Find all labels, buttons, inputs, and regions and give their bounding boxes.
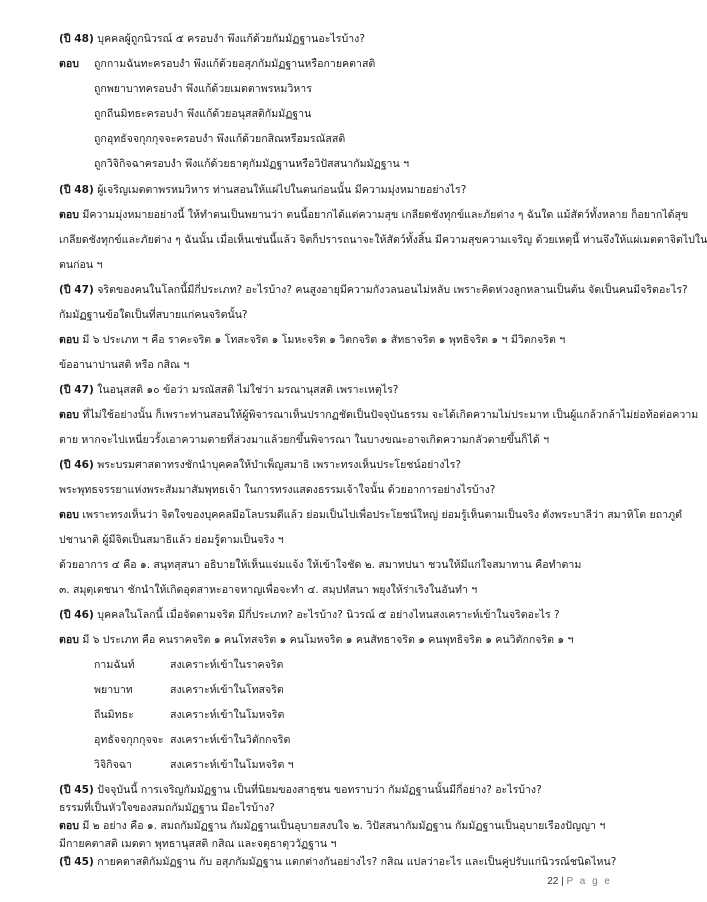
answer-label: ตอบ <box>59 58 79 70</box>
answer-text: ถูกอุทธัจจกุกกุจจะครอบงำ พึงแก้ด้วยกสิณหรือมรณัสสติ <box>94 133 346 145</box>
page-number: 22 <box>547 876 559 887</box>
question-line <box>59 856 616 869</box>
answer-label: ตอบ <box>59 334 79 346</box>
answer-line <box>59 334 565 347</box>
answer-text: ถูกกามฉันทะครอบงำ พึงแก้ด้วยอสุภกัมมัฏฐานหรือกายคตาสติ <box>94 58 376 70</box>
question-line <box>59 459 461 472</box>
answer-line <box>59 209 688 222</box>
answer-label: ตอบ <box>59 634 79 646</box>
answer-line: ๓. สมุตฺเตชนา ชักนำให้เกิดอุตสาหะอาจหาญเพื่อจะทำ ๔. สมฺปหํสนา พยุงให้ร่าเริงในอันทำ ฯ <box>59 584 478 596</box>
year-label: (ปี 45) <box>59 856 94 868</box>
question-line <box>59 384 398 397</box>
line-text: กายคตาสติกัมมัฏฐาน กับ อสุภกัมมัฏฐาน แตกต่างกันอย่างไร? กสิณ แปลว่าอะไร และเป็นคู่ปรับแก่นิวรณ์ชนิดไหน? <box>97 856 617 868</box>
answer-line <box>59 509 682 522</box>
question-line <box>59 284 688 297</box>
line-text: บุคคลในโลกนี้ เมื่อจัดตามจริต มีกี่ประเภท? อะไรบ้าง? นิวรณ์ ๕ อย่างไหนสงเคราะห์เข้าในจริตอะไร ? <box>97 609 560 621</box>
answer-line: มีกายคตาสติ เมตตา พุทธานุสสติ กสิณ และจตุธาตุววัฏฐาน ฯ <box>59 838 337 850</box>
year-label: (ปี 46) <box>59 459 94 471</box>
year-label: (ปี 47) <box>59 384 94 396</box>
table-cell-left: พยาบาท <box>94 684 133 696</box>
table-cell-left: ถีนมิทธะ <box>94 709 134 721</box>
table-cell-right: สงเคราะห์เข้าในโมหจริต <box>170 709 285 721</box>
answer-text: ถูกวิจิกิจฉาครอบงำ พึงแก้ด้วยธาตุกัมมัฏฐานหรือวิปัสสนากัมมัฏฐาน ฯ <box>94 158 410 170</box>
answer-label: ตอบ <box>59 509 79 521</box>
answer-text: ถูกพยาบาทครอบงำ พึงแก้ด้วยเมตตาพรหมวิหาร <box>94 83 312 95</box>
footer-separator: | <box>561 876 564 887</box>
answer-line: ตาย หากจะไปเหนี่ยวรั้งเอาความตายที่ล่วงมาแล้วยกขึ้นพิจารณา ในบางขณะอาจเกิดความกลัวตายขึ้นก็ได้ ฯ <box>59 434 550 446</box>
year-label: (ปี 45) <box>59 784 94 796</box>
line-text: จริตของคนในโลกนี้มีกี่ประเภท? อะไรบ้าง? คนสูงอายุมีความกังวลนอนไม่หลับ เพราะคิดห่วงลูกหลานเป็นต้น จัดเป็นคนมีจริตอะไร? <box>97 284 688 296</box>
line-text: ผู้เจริญเมตตาพรหมวิหาร ท่านสอนให้แผ่ไปในตนก่อนนั้น มีความมุ่งหมายอย่างไร? <box>97 184 467 196</box>
answer-label: ตอบ <box>59 209 79 221</box>
question-line: ธรรมที่เป็นหัวใจของสมถกัมมัฏฐาน มีอะไรบ้าง? <box>59 802 275 814</box>
answer-line <box>59 409 698 422</box>
question-line: กัมมัฏฐานข้อใดเป็นที่สบายแก่คนจริตนั้น? <box>59 309 248 321</box>
answer-label: ตอบ <box>59 820 79 832</box>
answer-line <box>59 634 573 647</box>
table-cell-right: สงเคราะห์เข้าในโมหจริต ฯ <box>170 759 294 771</box>
question-line <box>59 184 466 197</box>
question-line: พระพุทธจรรยาแห่งพระสัมมาสัมพุทธเจ้า ในการทรงแสดงธรรมเจ้าใจนั้น ด้วยอาการอย่างไรบ้าง? <box>59 484 496 496</box>
question-line <box>59 609 560 622</box>
answer-text: ถูกถีนมิทธะครอบงำ พึงแก้ด้วยอนุสสติกัมมัฏฐาน <box>94 108 312 120</box>
answer-line: ตนก่อน ฯ <box>59 259 103 271</box>
line-text: ปัจจุบันนี้ การเจริญกัมมัฏฐาน เป็นที่นิยมของสาธุชน ขอทราบว่า กัมมัฏฐานนั้นมีกี่อย่าง? อะไรบ้าง? <box>97 784 542 796</box>
table-cell-right: สงเคราะห์เข้าในราคจริต <box>170 659 284 671</box>
answer-line: ข้ออานาปานสติ หรือ กสิณ ฯ <box>59 359 190 371</box>
answer-line <box>59 820 605 833</box>
page-word: P a g e <box>566 876 612 887</box>
question-line <box>59 33 365 46</box>
line-text: ที่ไม่ใช้อย่างนั้น ก็เพราะท่านสอนให้ผู้พิจารณาเห็นปรากฏชัดเป็นปัจจุบันธรรม จะได้เกิดความไม่ประมาท เป็นผู้แกล้วกล้าไม่ย่อท้อต่อความ <box>82 409 699 421</box>
year-label: (ปี 46) <box>59 609 94 621</box>
table-cell-right: สงเคราะห์เข้าในโทสจริต <box>170 684 284 696</box>
answer-label: ตอบ <box>59 409 79 421</box>
line-text: เพราะทรงเห็นว่า จิตใจของบุคคลมีอโลบรมดีแล้ว ย่อมเป็นไปเพื่อประโยชน์ใหญ่ ย่อมรู้เห็นตามเป็นจริง ดังพระบาลีว่า สมาหิโต ยถาภูตํ <box>82 509 682 521</box>
answer-line: ด้วยอาการ ๔ คือ ๑. สนฺทสฺสนา อธิบายให้เห็นแจ่มแจ้ง ให้เข้าใจชัด ๒. สมาทปนา ชวนให้มีแก่ใจสมาทาน คือทำตาม <box>59 559 582 571</box>
year-label: (ปี 47) <box>59 284 94 296</box>
line-text: มี ๖ ประเภท ฯ คือ ราคะจริต ๑ โทสะจริต ๑ โมหะจริต ๑ วิตกจริต ๑ สัทธาจริต ๑ พุทธิจริต ๑ ฯ มีวิตกจริต ฯ <box>82 334 566 346</box>
answer-line: ปชานาติ ผู้มีจิตเป็นสมาธิแล้ว ย่อมรู้ตามเป็นจริง ฯ <box>59 534 284 546</box>
table-cell-left: อุทธัจจกุกกุจจะ <box>94 734 164 746</box>
year-label: (ปี 48) <box>59 33 94 45</box>
answer-line <box>59 58 79 71</box>
line-text: มี ๖ ประเภท คือ คนราคจริต ๑ คนโทสจริต ๑ คนโมหจริต ๑ คนสัทธาจริต ๑ คนพุทธิจริต ๑ คนวิตักกจริต ๑ ฯ <box>82 634 574 646</box>
line-text: มี ๒ อย่าง คือ ๑. สมถกัมมัฏฐาน กัมมัฏฐานเป็นอุบายสงบใจ ๒. วิปัสสนากัมมัฏฐาน กัมมัฏฐานเป็นอุบายเรืองปัญญา ฯ <box>82 820 606 832</box>
table-cell-left: กามฉันท์ <box>94 659 135 671</box>
answer-line: เกลียดชังทุกข์และภัยต่าง ๆ ฉันนั้น เมื่อเห็นเช่นนี้แล้ว จิตก็ปรารถนาจะให้สัตว์ทั้งสิ้น มีความสุขความเจริญ ด้วยเหตุนี้ ท่านจึงให้แผ่เมตตาจิตไปใน <box>59 234 707 246</box>
line-text: พระบรมศาสดาทรงชักนำบุคคลให้บำเพ็ญสมาธิ เพราะทรงเห็นประโยชน์อย่างไร? <box>97 459 462 471</box>
line-text: มีความมุ่งหมายอย่างนี้ ให้ทำตนเป็นพยานว่า ตนนี้อยากได้แต่ความสุข เกลียดชังทุกข์และภัยต่าง ๆ ฉันใด แม้สัตว์ทั้งหลาย ก็อยากได้สุข <box>82 209 689 221</box>
line-text: บุคคลผู้ถูกนิวรณ์ ๕ ครอบงำ พึงแก้ด้วยกัมมัฏฐานอะไรบ้าง? <box>97 33 365 45</box>
page-footer <box>547 876 612 887</box>
table-cell-right: สงเคราะห์เข้าในวิตักกจริต <box>170 734 291 746</box>
year-label: (ปี 48) <box>59 184 94 196</box>
table-cell-left: วิจิกิจฉา <box>94 759 132 771</box>
question-line <box>59 784 542 797</box>
line-text: ในอนุสสติ ๑๐ ข้อว่า มรณัสสติ ไม่ใช่ว่า มรณานุสสติ เพราะเหตุไร? <box>97 384 399 396</box>
